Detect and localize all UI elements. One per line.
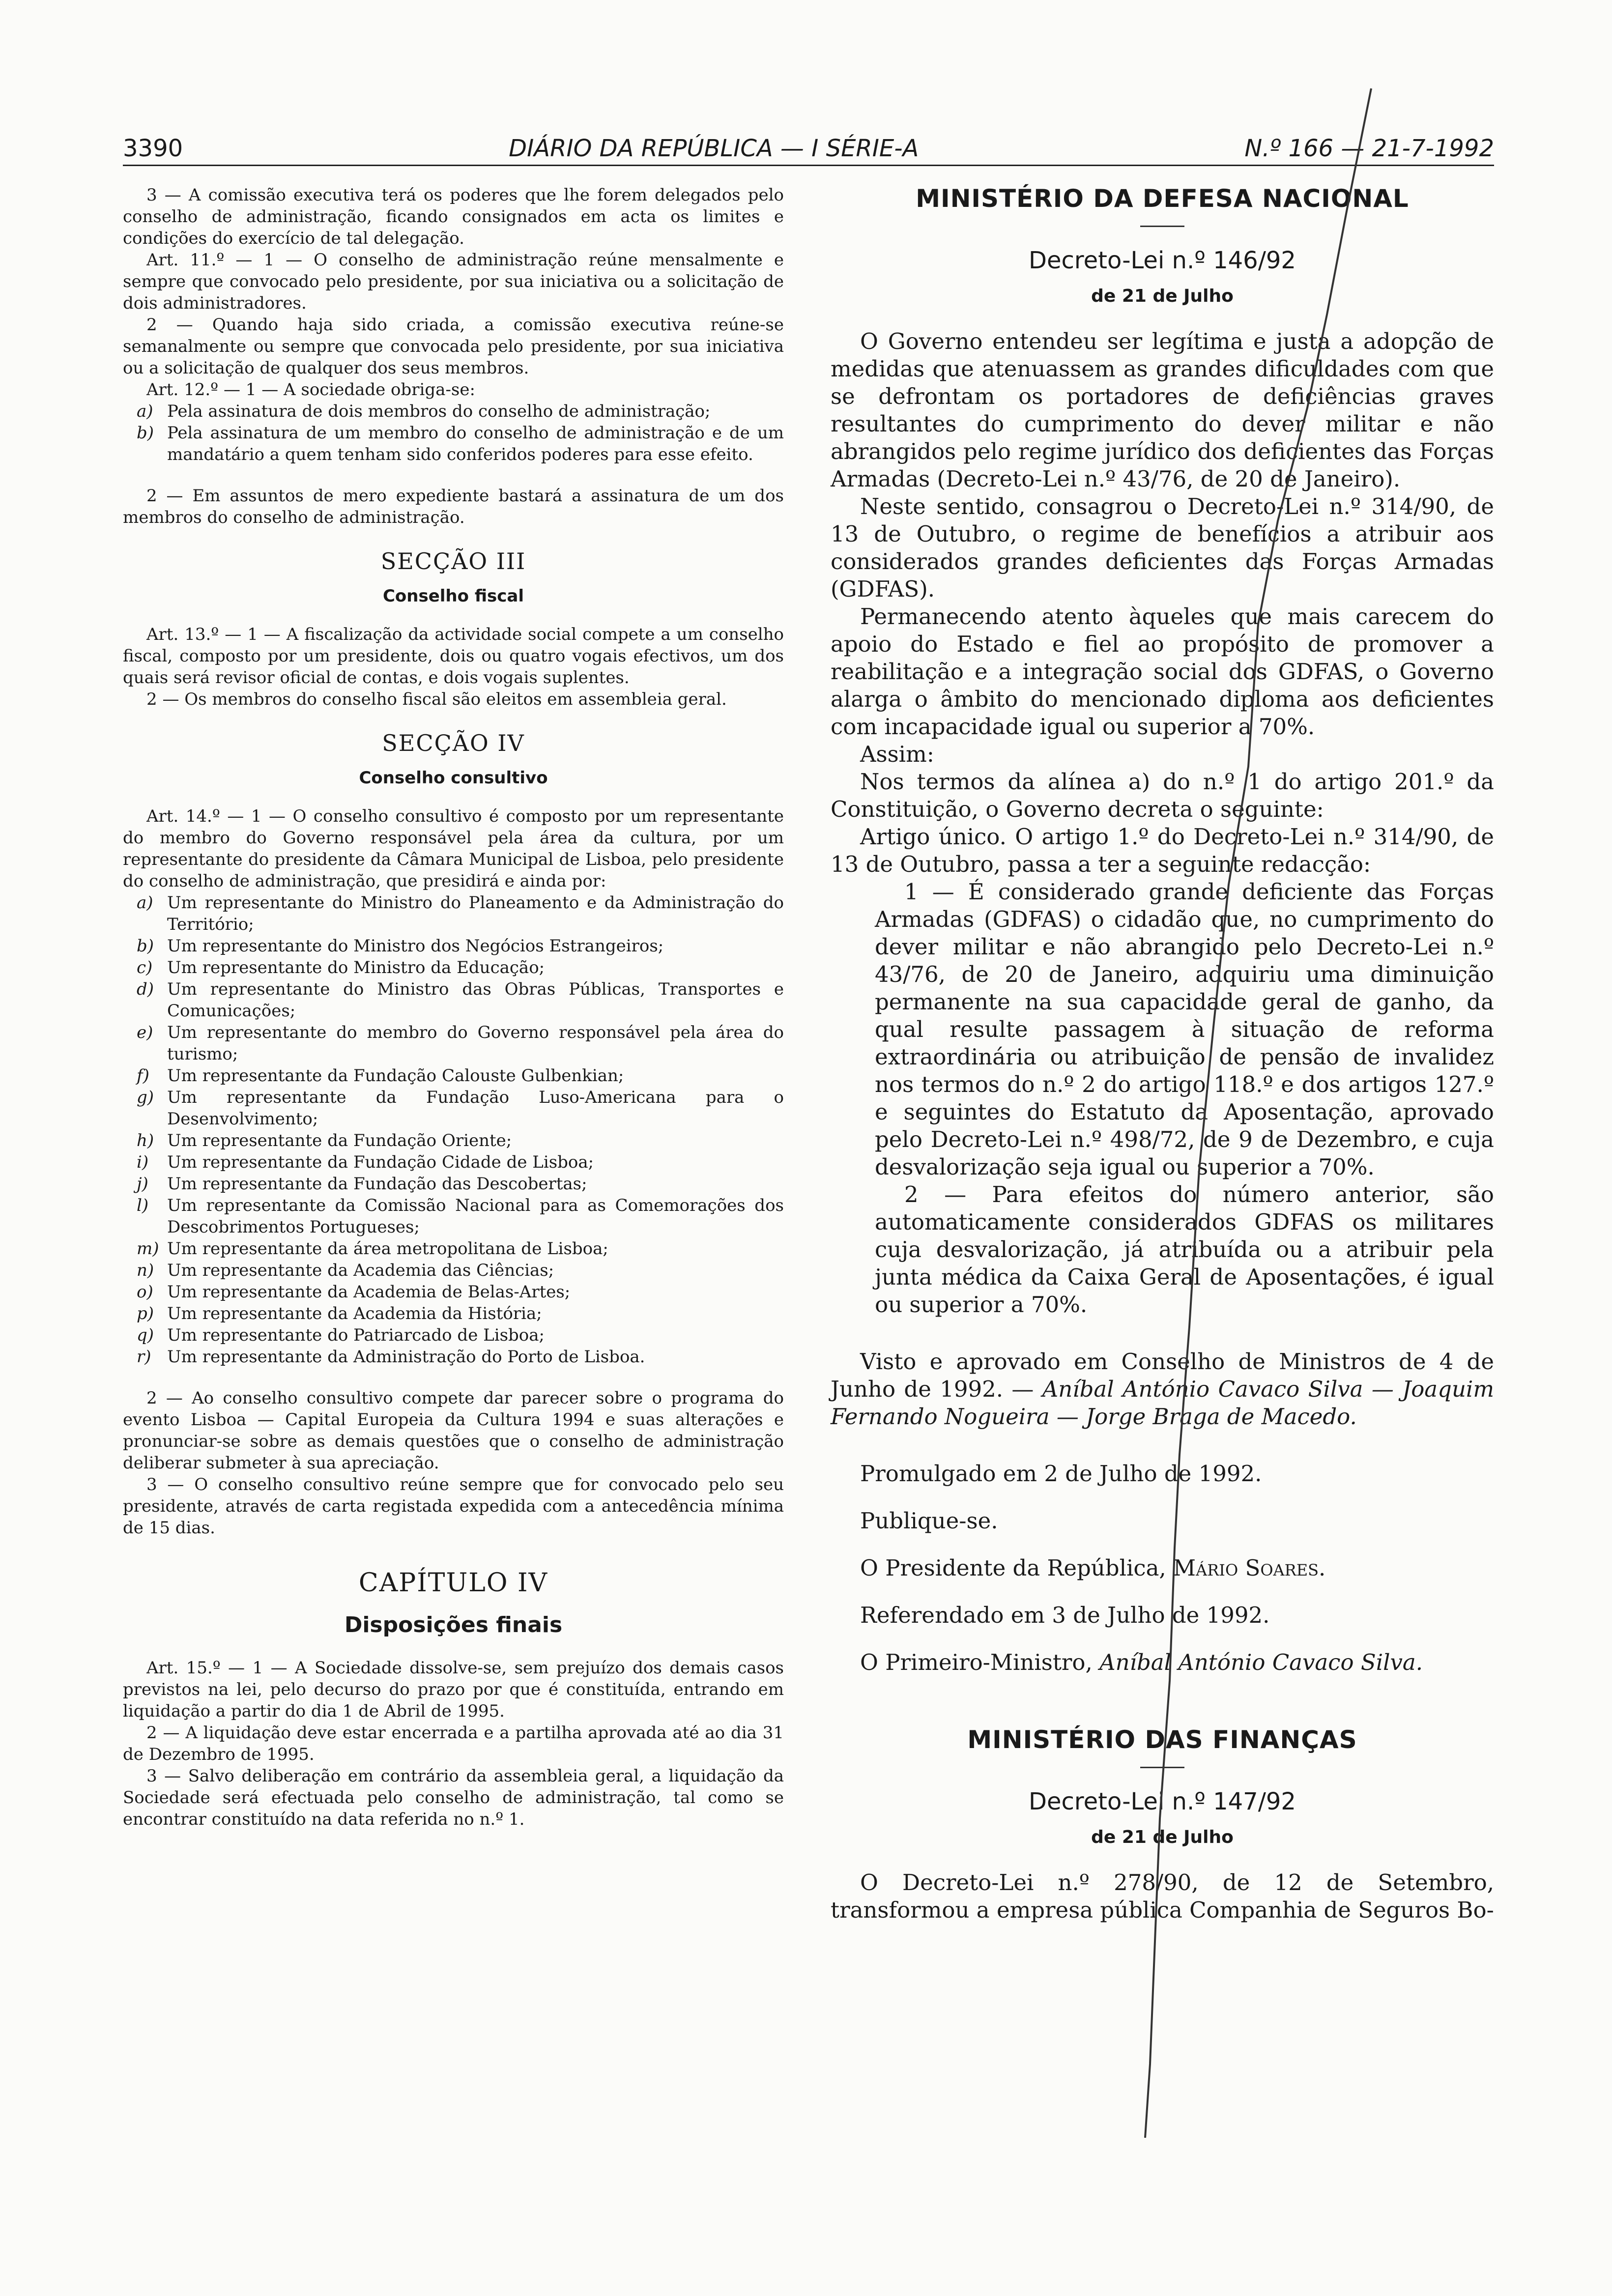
paragraph: Artigo único. O artigo 1.º do Decreto-Lei n.º 314/90, de 13 de Outubro, passa a ter a seguinte redacção:	[831, 824, 1494, 877]
list-text: Um representante do Ministro do Planeamento e da Administração do Território;	[167, 893, 784, 934]
paragraph: Assim:	[860, 741, 934, 767]
list-text: Pela assinatura de um membro do conselho de administração e de um mandatário a quem tenham sido conferidos poderes para esse efeito.	[167, 423, 784, 464]
list-text: Um representante da Fundação Calouste Gulbenkian;	[167, 1066, 624, 1086]
paragraph: 1 — É considerado grande deficiente das Forças Armadas (GDFAS) o cidadão que, no cumprimento do dever militar e não abrangido pelo Decreto-Lei n.º 43/76, de 20 de Janeiro, adquiriu uma diminuição permanente na sua capacidade geral de ganho, da qual resulte passagem à situação de reforma extraordinária ou atribuição de pensão de invalidez nos termos do n.º 2 do artigo 118.º e dos artigos 127.º e seguintes do Estatuto da Aposentação, aprovado pelo Decreto-Lei n.º 498/72, de 9 de Dezembro, e cuja desvalorização seja igual ou superior a 70%.	[875, 879, 1494, 1180]
promulgation-line: Promulgado em 2 de Julho de 1992.	[860, 1461, 1262, 1487]
paragraph: O Decreto-Lei n.º 278/90, de 12 de Setembro, transformou a empresa pública Companhia de Seguros Bo-	[831, 1869, 1494, 1923]
chapter-title: CAPÍTULO IV	[358, 1568, 548, 1598]
ministry-title: MINISTÉRIO DAS FINANÇAS	[967, 1725, 1357, 1754]
list-letter: r)	[137, 1347, 151, 1367]
decree-date: de 21 de Julho	[1091, 1827, 1234, 1847]
list-text: Um representante do Ministro das Obras Públicas, Transportes e Comunicações;	[167, 979, 784, 1021]
list-text: Um representante da Fundação Oriente;	[167, 1131, 512, 1150]
publication-order: Publique-se.	[860, 1508, 998, 1534]
signature-label: O Primeiro-Ministro,	[860, 1649, 1093, 1675]
page-number: 3390	[123, 135, 183, 162]
list-letter: c)	[137, 958, 153, 977]
paragraph: 3 — A comissão executiva terá os poderes que lhe forem delegados pelo conselho de administração, ficando consignados em acta os limites e condições do exercício de tal delegação.	[123, 185, 784, 248]
paragraph: Art. 15.º — 1 — A Sociedade dissolve-se, sem prejuízo dos demais casos previstos na lei, pelo decurso do prazo por que é constituída, entrando em liquidação a partir do dia 1 de Abril de 1995.	[123, 1658, 784, 1721]
section-title: SECÇÃO III	[380, 548, 526, 574]
signature-name: Aníbal António Cavaco Silva.	[1099, 1649, 1423, 1675]
list-text: Um representante do Ministro da Educação;	[167, 958, 545, 977]
pen-stroke	[1145, 88, 1371, 2138]
list-text: Um representante da Academia de Belas-Artes;	[167, 1282, 571, 1302]
list-letter: h)	[137, 1131, 154, 1150]
list-text: Um representante do Patriarcado de Lisboa;	[167, 1325, 545, 1345]
section-subtitle: Conselho fiscal	[382, 586, 524, 606]
list-letter: g)	[137, 1088, 154, 1107]
list-letter: q)	[137, 1325, 154, 1345]
list-text: Um representante do membro do Governo responsável pela área do turismo;	[167, 1023, 784, 1064]
list-letter: f)	[137, 1066, 149, 1086]
list-letter: n)	[137, 1261, 154, 1280]
paragraph: 2 — Quando haja sido criada, a comissão executiva reúne-se semanalmente ou sempre que convocada pelo presidente, por sua iniciativa ou a solicitação de qualquer dos seus membros.	[123, 315, 784, 378]
list-text: Um representante da Comissão Nacional para as Comemorações dos Descobrimentos Portugueses;	[167, 1196, 784, 1237]
paragraph: 3 — O conselho consultivo reúne sempre que for convocado pelo seu presidente, através de carta registada expedida com a antecedência mínima de 15 dias.	[123, 1475, 784, 1538]
paragraph: Art. 11.º — 1 — O conselho de administração reúne mensalmente e sempre que convocado pelo presidente, por sua iniciativa ou a solicitação de dois administradores.	[123, 250, 784, 313]
list-letter: b)	[137, 423, 154, 443]
list-text: Pela assinatura de dois membros do conselho de administração;	[167, 402, 711, 421]
decree-date: de 21 de Julho	[1091, 286, 1234, 306]
paragraph: Neste sentido, consagrou o Decreto-Lei n.º 314/90, de 13 de Outubro, o regime de benefícios a atribuir aos considerados grandes deficientes das Forças Armadas (GDFAS).	[831, 493, 1494, 602]
list-text: Um representante da Fundação Cidade de Lisboa;	[167, 1152, 594, 1172]
decree-title: Decreto-Lei n.º 147/92	[1029, 1788, 1296, 1815]
list-letter: o)	[137, 1282, 153, 1302]
paragraph: 2 — Os membros do conselho fiscal são eleitos em assembleia geral.	[146, 689, 727, 709]
list-letter: l)	[137, 1196, 149, 1215]
list-text: Um representante da Administração do Porto de Lisboa.	[167, 1347, 645, 1367]
referendum-line: Referendado em 3 de Julho de 1992.	[860, 1602, 1270, 1628]
approval-signatories: Aníbal António Cavaco Silva — Joaquim Fernando Nogueira — Jorge Braga de Macedo.	[831, 1376, 1494, 1430]
paragraph: Nos termos da alínea a) do n.º 1 do artigo 201.º da Constituição, o Governo decreta o seguinte:	[831, 769, 1494, 822]
paragraph: 2 — Ao conselho consultivo compete dar parecer sobre o programa do evento Lisboa — Capital Europeia da Cultura 1994 e suas alterações e pronunciar-se sobre as demais questões que o conselho de administração deliberar submeter à sua apreciação.	[123, 1388, 784, 1473]
list-text: Um representante do Ministro dos Negócios Estrangeiros;	[167, 936, 664, 956]
list-letter: j)	[137, 1174, 148, 1194]
chapter-subtitle: Disposições finais	[344, 1612, 563, 1637]
section-title: SECÇÃO IV	[382, 730, 525, 756]
paragraph: Art. 12.º — 1 — A sociedade obriga-se:	[146, 380, 475, 400]
paragraph: 2 — A liquidação deve estar encerrada e a partilha aprovada até ao dia 31 de Dezembro de 1995.	[123, 1723, 784, 1764]
issue-number: N.º 166 — 21-7-1992	[1244, 135, 1494, 162]
paragraph: Art. 14.º — 1 — O conselho consultivo é composto por um representante do membro do Governo responsável pela área da cultura, por um representante do presidente da Câmara Municipal de Lisboa, pelo presidente do conselho de administração, que presidirá e ainda por:	[123, 806, 784, 891]
signature-name: Mário Soares.	[1173, 1555, 1326, 1581]
paragraph: Permanecendo atento àqueles que mais carecem do apoio do Estado e fiel ao propósito de promover a reabilitação e a integração social dos GDFAS, o Governo alarga o âmbito do mencionado diploma aos deficientes com incapacidade igual ou superior a 70%.	[831, 603, 1494, 740]
signature-label: O Presidente da República,	[860, 1555, 1166, 1581]
list-text: Um representante da Academia das Ciências;	[167, 1261, 554, 1280]
paragraph: Art. 13.º — 1 — A fiscalização da actividade social compete a um conselho fiscal, composto por um presidente, dois ou quatro vogais efectivos, um dos quais será revisor oficial de contas, e dois vogais suplentes.	[123, 625, 784, 688]
list-letter: a)	[137, 893, 153, 913]
publication-title: DIÁRIO DA REPÚBLICA — I SÉRIE-A	[509, 135, 919, 162]
list-letter: e)	[137, 1023, 153, 1042]
list-letter: m)	[137, 1239, 159, 1259]
paragraph: O Governo entendeu ser legítima e justa a adopção de medidas que atenuassem as grandes dificuldades com que se defrontam os portadores de deficiências graves resultantes do cumprimento do dever militar e não abrangidos pelo regime jurídico dos deficientes das Forças Armadas (Decreto-Lei n.º 43/76, de 20 de Janeiro).	[831, 328, 1494, 492]
section-subtitle: Conselho consultivo	[359, 768, 548, 788]
list-text: Um representante da área metropolitana de Lisboa;	[167, 1239, 608, 1259]
paragraph: 2 — Para efeitos do número anterior, são automaticamente considerados GDFAS os militares cuja desvalorização, já atribuída ou a atribuir pela junta médica da Caixa Geral de Aposentações, é igual ou superior a 70%.	[875, 1181, 1494, 1318]
list-letter: a)	[137, 402, 153, 421]
list-letter: i)	[137, 1152, 149, 1172]
approval-text: Visto e aprovado em Conselho de Ministros de 4 de Junho de 1992. —	[831, 1349, 1494, 1402]
list-letter: p)	[137, 1304, 154, 1323]
paragraph: 2 — Em assuntos de mero expediente bastará a assinatura de um dos membros do conselho de administração.	[123, 486, 784, 527]
paragraph: 3 — Salvo deliberação em contrário da assembleia geral, a liquidação da Sociedade será efectuada pelo conselho de administração, tal como se encontrar constituído na data referida no n.º 1.	[123, 1766, 784, 1829]
list-text: Um representante da Academia da História;	[167, 1304, 542, 1323]
list-letter: b)	[137, 936, 154, 956]
decree-title: Decreto-Lei n.º 146/92	[1029, 247, 1296, 274]
list-letter: d)	[137, 979, 154, 999]
ministry-title: MINISTÉRIO DA DEFESA NACIONAL	[916, 184, 1409, 213]
list-text: Um representante da Fundação das Descobertas;	[167, 1174, 587, 1194]
list-text: Um representante da Fundação Luso-Americana para o Desenvolvimento;	[167, 1088, 784, 1129]
